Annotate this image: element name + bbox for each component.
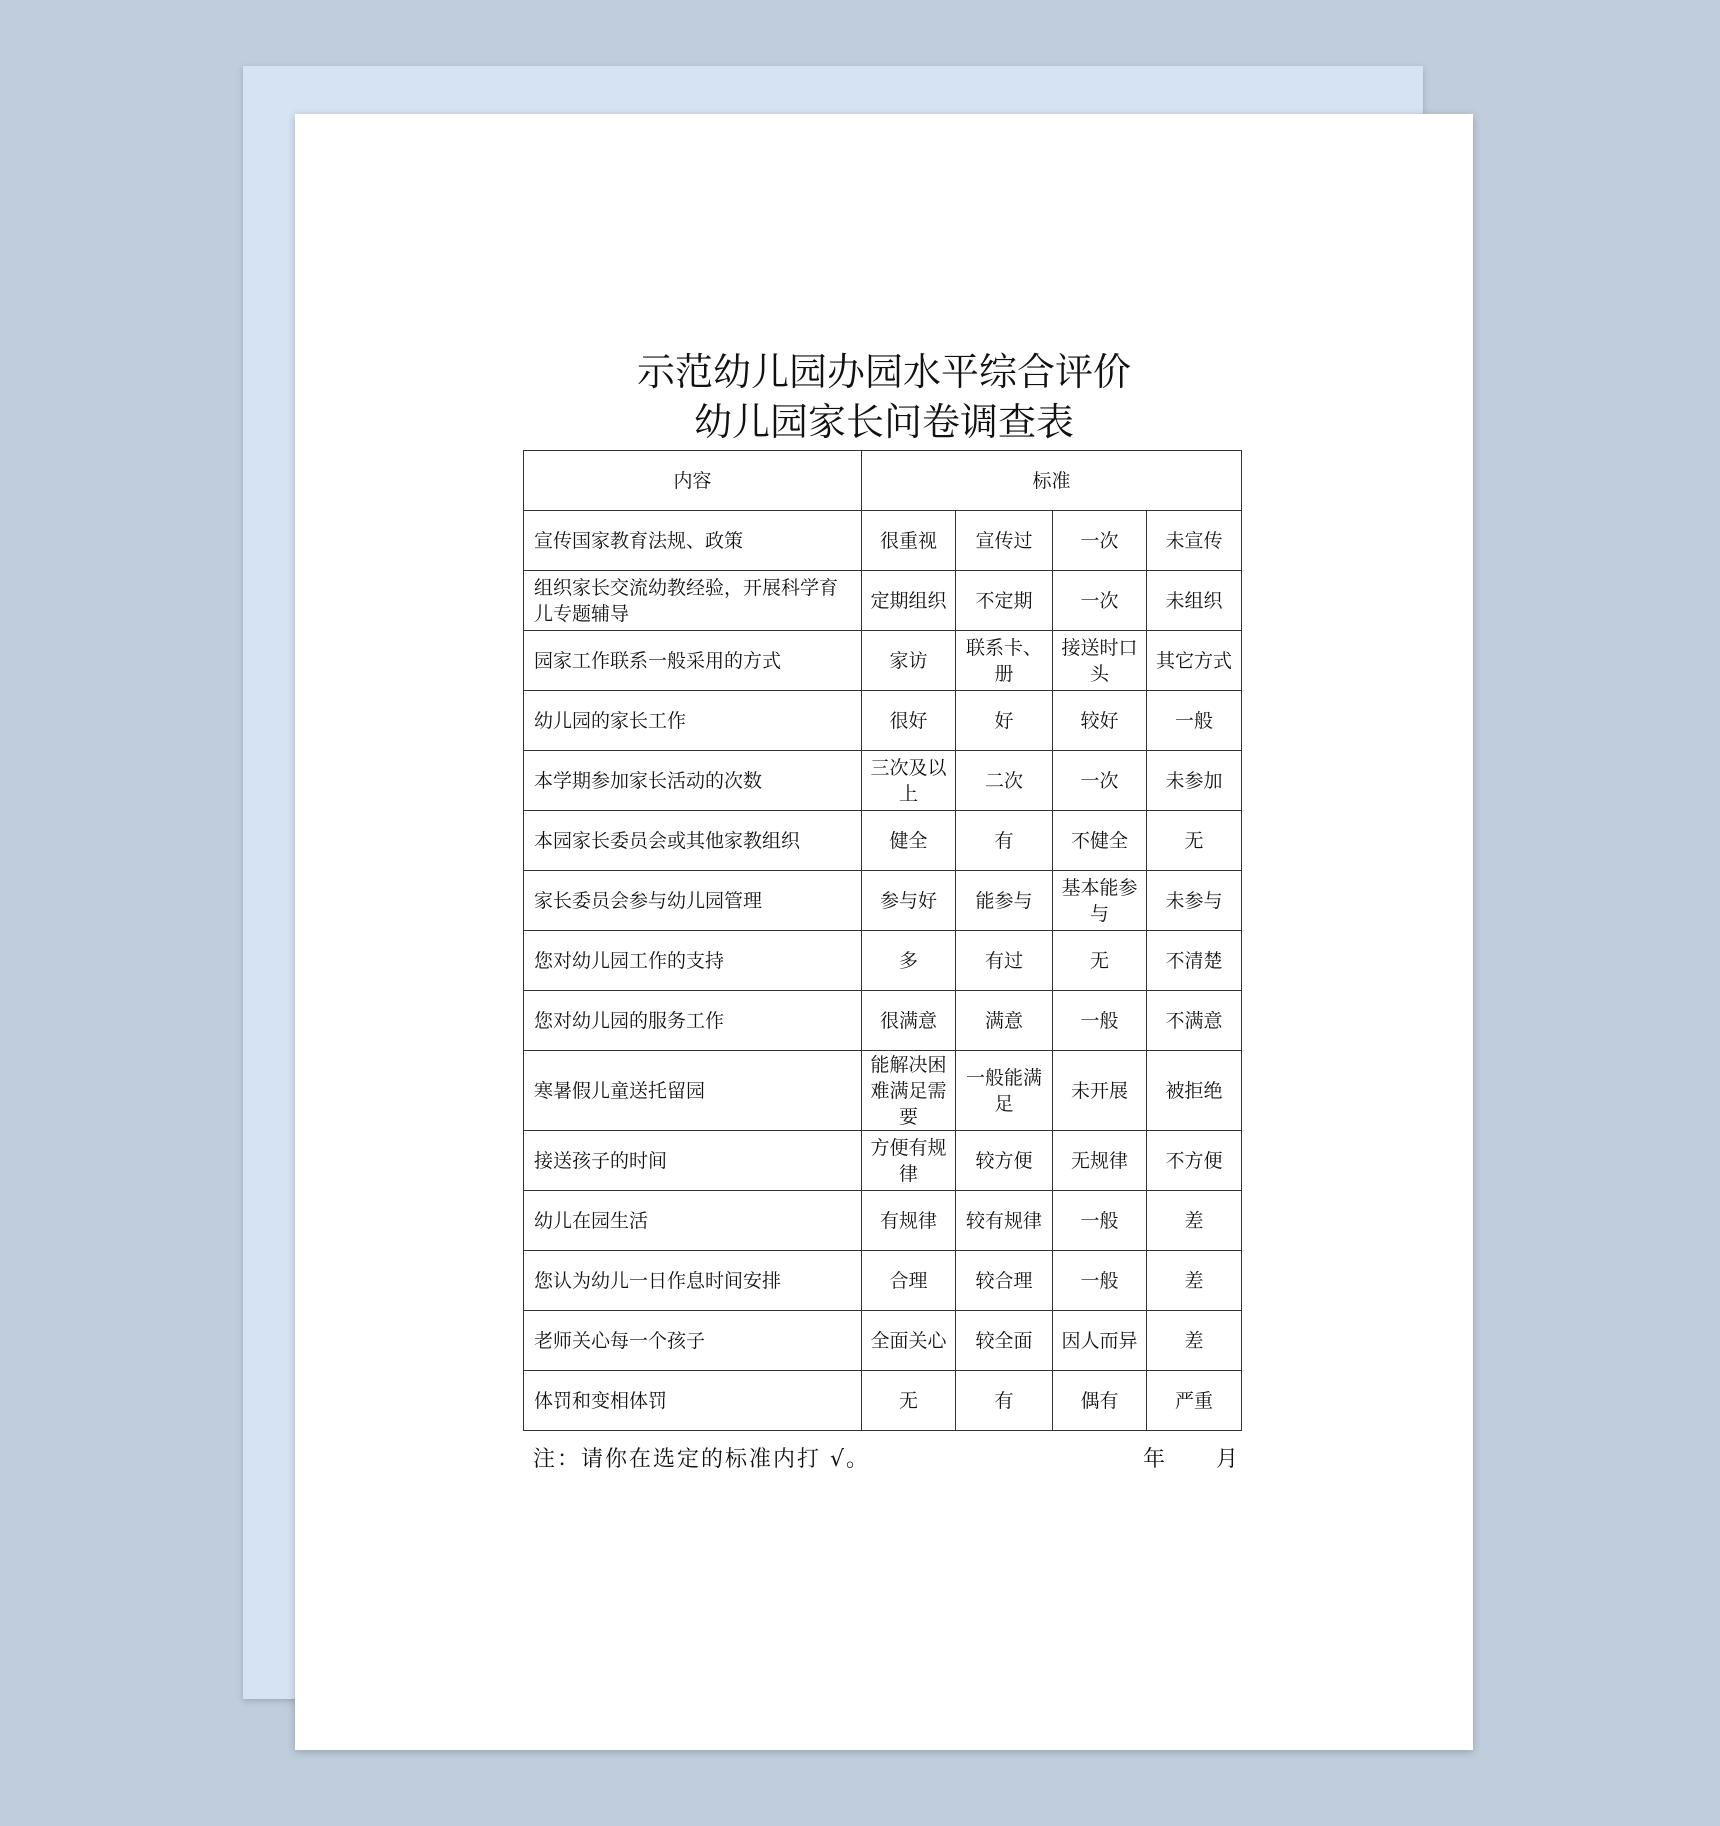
option-cell[interactable]: 差 xyxy=(1147,1191,1242,1251)
option-cell[interactable]: 有规律 xyxy=(862,1191,956,1251)
option-cell[interactable]: 接送时口头 xyxy=(1053,631,1147,691)
table-row xyxy=(524,1131,1242,1191)
option-cell[interactable]: 其它方式 xyxy=(1147,631,1242,691)
table-row xyxy=(524,631,1242,691)
option-cell[interactable]: 联系卡、册 xyxy=(956,631,1053,691)
option-cell[interactable]: 一般 xyxy=(1053,991,1147,1051)
option-cell[interactable]: 满意 xyxy=(956,991,1053,1051)
row-item: 本学期参加家长活动的次数 xyxy=(524,751,862,811)
option-cell[interactable]: 不定期 xyxy=(956,571,1053,631)
option-cell[interactable]: 健全 xyxy=(862,811,956,871)
row-item: 家长委员会参与幼儿园管理 xyxy=(524,871,862,931)
option-cell[interactable]: 多 xyxy=(862,931,956,991)
date-fields xyxy=(1143,1442,1238,1473)
document-subtitle: 幼儿园家长问卷调查表 xyxy=(693,400,1074,444)
table-header-row xyxy=(524,451,1242,511)
footer-note: 注：请你在选定的标准内打 √。 xyxy=(533,1447,871,1472)
option-cell[interactable]: 较好 xyxy=(1053,691,1147,751)
row-item: 您认为幼儿一日作息时间安排 xyxy=(524,1251,862,1311)
option-cell[interactable]: 定期组织 xyxy=(862,571,956,631)
option-cell[interactable]: 无 xyxy=(862,1371,956,1431)
option-cell[interactable]: 一次 xyxy=(1053,511,1147,571)
option-cell[interactable]: 严重 xyxy=(1147,1371,1242,1431)
option-cell[interactable]: 因人而异 xyxy=(1053,1311,1147,1371)
option-cell[interactable]: 一般 xyxy=(1053,1191,1147,1251)
table-row xyxy=(524,1251,1242,1311)
option-cell[interactable]: 一般 xyxy=(1053,1251,1147,1311)
option-cell[interactable]: 未宣传 xyxy=(1147,511,1242,571)
row-item: 老师关心每一个孩子 xyxy=(524,1311,862,1371)
option-cell[interactable]: 较合理 xyxy=(956,1251,1053,1311)
option-cell[interactable]: 较方便 xyxy=(956,1131,1053,1191)
row-item: 园家工作联系一般采用的方式 xyxy=(524,631,862,691)
option-cell[interactable]: 很满意 xyxy=(862,991,956,1051)
document-title: 示范幼儿园办园水平综合评价 xyxy=(636,350,1131,394)
option-cell[interactable]: 有 xyxy=(956,811,1053,871)
option-cell[interactable]: 一次 xyxy=(1053,751,1147,811)
row-item: 组织家长交流幼教经验，开展科学育儿专题辅导 xyxy=(524,571,862,631)
option-cell[interactable]: 不清楚 xyxy=(1147,931,1242,991)
option-cell[interactable]: 一次 xyxy=(1053,571,1147,631)
option-cell[interactable]: 偶有 xyxy=(1053,1371,1147,1431)
option-cell[interactable]: 基本能参与 xyxy=(1053,871,1147,931)
option-cell[interactable]: 被拒绝 xyxy=(1147,1051,1242,1131)
option-cell[interactable]: 一般 xyxy=(1147,691,1242,751)
table-row xyxy=(524,991,1242,1051)
survey-table xyxy=(523,450,1242,1431)
option-cell[interactable]: 能参与 xyxy=(956,871,1053,931)
option-cell[interactable]: 差 xyxy=(1147,1311,1242,1371)
option-cell[interactable]: 无规律 xyxy=(1053,1131,1147,1191)
option-cell[interactable]: 未参加 xyxy=(1147,751,1242,811)
option-cell[interactable]: 很好 xyxy=(862,691,956,751)
row-item: 幼儿在园生活 xyxy=(524,1191,862,1251)
row-item: 您对幼儿园工作的支持 xyxy=(524,931,862,991)
option-cell[interactable]: 方便有规律 xyxy=(862,1131,956,1191)
option-cell[interactable]: 合理 xyxy=(862,1251,956,1311)
row-item: 宣传国家教育法规、政策 xyxy=(524,511,862,571)
option-cell[interactable]: 参与好 xyxy=(862,871,956,931)
option-cell[interactable]: 未参与 xyxy=(1147,871,1242,931)
option-cell[interactable]: 三次及以上 xyxy=(862,751,956,811)
row-item: 寒暑假儿童送托留园 xyxy=(524,1051,862,1131)
header-standard: 标准 xyxy=(862,451,1242,511)
option-cell[interactable]: 无 xyxy=(1147,811,1242,871)
row-item: 本园家长委员会或其他家教组织 xyxy=(524,811,862,871)
option-cell[interactable]: 不满意 xyxy=(1147,991,1242,1051)
table-row xyxy=(524,691,1242,751)
option-cell[interactable]: 较全面 xyxy=(956,1311,1053,1371)
row-item: 体罚和变相体罚 xyxy=(524,1371,862,1431)
table-row xyxy=(524,931,1242,991)
table-row xyxy=(524,751,1242,811)
option-cell[interactable]: 较有规律 xyxy=(956,1191,1053,1251)
option-cell[interactable]: 有 xyxy=(956,1371,1053,1431)
header-content: 内容 xyxy=(524,451,862,511)
option-cell[interactable]: 好 xyxy=(956,691,1053,751)
month-label: 月 xyxy=(1216,1447,1239,1472)
row-item: 幼儿园的家长工作 xyxy=(524,691,862,751)
option-cell[interactable]: 能解决困难满足需要 xyxy=(862,1051,956,1131)
option-cell[interactable]: 二次 xyxy=(956,751,1053,811)
document-page xyxy=(295,114,1473,1750)
option-cell[interactable]: 无 xyxy=(1053,931,1147,991)
table-row xyxy=(524,1051,1242,1131)
option-cell[interactable]: 有过 xyxy=(956,931,1053,991)
option-cell[interactable]: 家访 xyxy=(862,631,956,691)
table-row xyxy=(524,1191,1242,1251)
table-row xyxy=(524,1311,1242,1371)
option-cell[interactable]: 不健全 xyxy=(1053,811,1147,871)
option-cell[interactable]: 未开展 xyxy=(1053,1051,1147,1131)
option-cell[interactable]: 很重视 xyxy=(862,511,956,571)
option-cell[interactable]: 差 xyxy=(1147,1251,1242,1311)
option-cell[interactable]: 宣传过 xyxy=(956,511,1053,571)
option-cell[interactable]: 未组织 xyxy=(1147,571,1242,631)
table-row xyxy=(524,871,1242,931)
row-item: 接送孩子的时间 xyxy=(524,1131,862,1191)
table-row xyxy=(524,571,1242,631)
row-item: 您对幼儿园的服务工作 xyxy=(524,991,862,1051)
table-row xyxy=(524,811,1242,871)
option-cell[interactable]: 不方便 xyxy=(1147,1131,1242,1191)
table-row xyxy=(524,1371,1242,1431)
table-row xyxy=(524,511,1242,571)
option-cell[interactable]: 全面关心 xyxy=(862,1311,956,1371)
option-cell[interactable]: 一般能满足 xyxy=(956,1051,1053,1131)
year-label: 年 xyxy=(1143,1447,1166,1472)
